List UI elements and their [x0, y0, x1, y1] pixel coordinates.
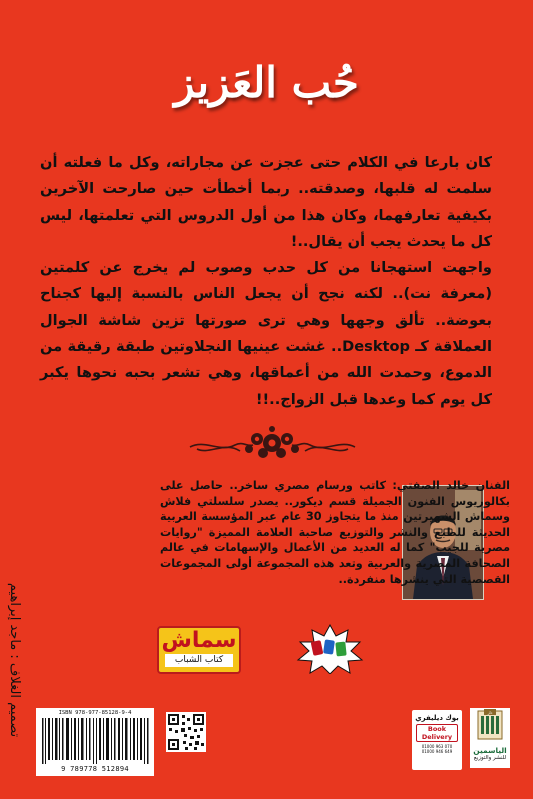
qr-code [166, 712, 206, 752]
synopsis [40, 150, 492, 413]
synopsis-paragraph-2: واجهت استهجانا من كل حدب وصوب لم يخرج عن كلمتين (معرفة نت).. لكنه نجح أن يجعل الناس بالنسبة إليها كجناح بعوضة.. تألق وجهها وهي ترى صورتها تزين شاشة الجوال العملاقة كـ Desktop.. غشت عينيها النجلاوتين طبقة رقيقة من الدموع، وحمدت الله من أعماقها، وهي تشعر بحبه نحوها يكبر كل يوم كما وعدها قبل الزواج..!! [40, 259, 492, 408]
samash-logo-subtitle: كتاب الشباب [165, 654, 233, 667]
isbn-label: ISBN 978-977-85128-9-4 [58, 710, 132, 716]
cover-design-credit: تصميم الغلاف : ماجد إبراهيم [7, 582, 22, 738]
barcode-number: 9 789778 512894 [61, 765, 129, 773]
book-delivery-logo [412, 710, 462, 770]
book-delivery-english [416, 724, 458, 742]
book-delivery-english-2: Delivery [421, 733, 453, 741]
starburst-logo [296, 624, 364, 674]
book-delivery-english-1: Book [427, 725, 447, 733]
book-delivery-phone-2: 01000 946 649 [421, 749, 453, 754]
floral-ornament-divider [185, 425, 360, 461]
book-title: حُب العَزيز [174, 58, 359, 107]
isbn-barcode [36, 708, 154, 776]
book-delivery-arabic: بوك ديليفري [415, 714, 459, 722]
samash-logo-name: سماش [161, 628, 237, 653]
publisher-emblem-icon [470, 708, 510, 742]
samash-logo [157, 626, 241, 674]
book-delivery-phone-1: 01000 963 070 [421, 744, 453, 749]
publisher-name: الياسمين [473, 746, 507, 755]
publisher-logo [470, 708, 510, 768]
publisher-subtitle: للنشر والتوزيع [473, 755, 507, 761]
author-bio: الفنان خالد الصفتي: كاتب ورسام مصري ساخر.. حاصل على بكالوريوس الفنون الجميلة قسم ديكور.. يصدر سلسلتي فلاش وسماش الشهيرتين منذ ما يتجاوز 30 عام عبر المؤسسة العربية الحديثة للطبع والنشر والتوزيع صاحبة العلامة المميزة "روايات مصرية للجيب" كما له العديد من الأعمال والإسهامات في عالم الصحافة المصرية والعربية وتعد هذه المجموعة أولى المجموعات القصصية التي ينشرها منفردة.. [160, 479, 510, 586]
synopsis-paragraph-1: كان بارعا في الكلام حتى عجزت عن مجاراته، وكل ما فعلته أن سلمت له قلبها، وصدقته.. ربما أخطأت حين صارحت الآخرين بكيفية تعارفهما، وكان هذا من أول الدروس التي تعلمتها، ليس كل ما يحدث يجب أن يقال..! [40, 154, 492, 250]
publisher-badge: دار [487, 710, 493, 715]
barcode-bars [40, 718, 150, 764]
